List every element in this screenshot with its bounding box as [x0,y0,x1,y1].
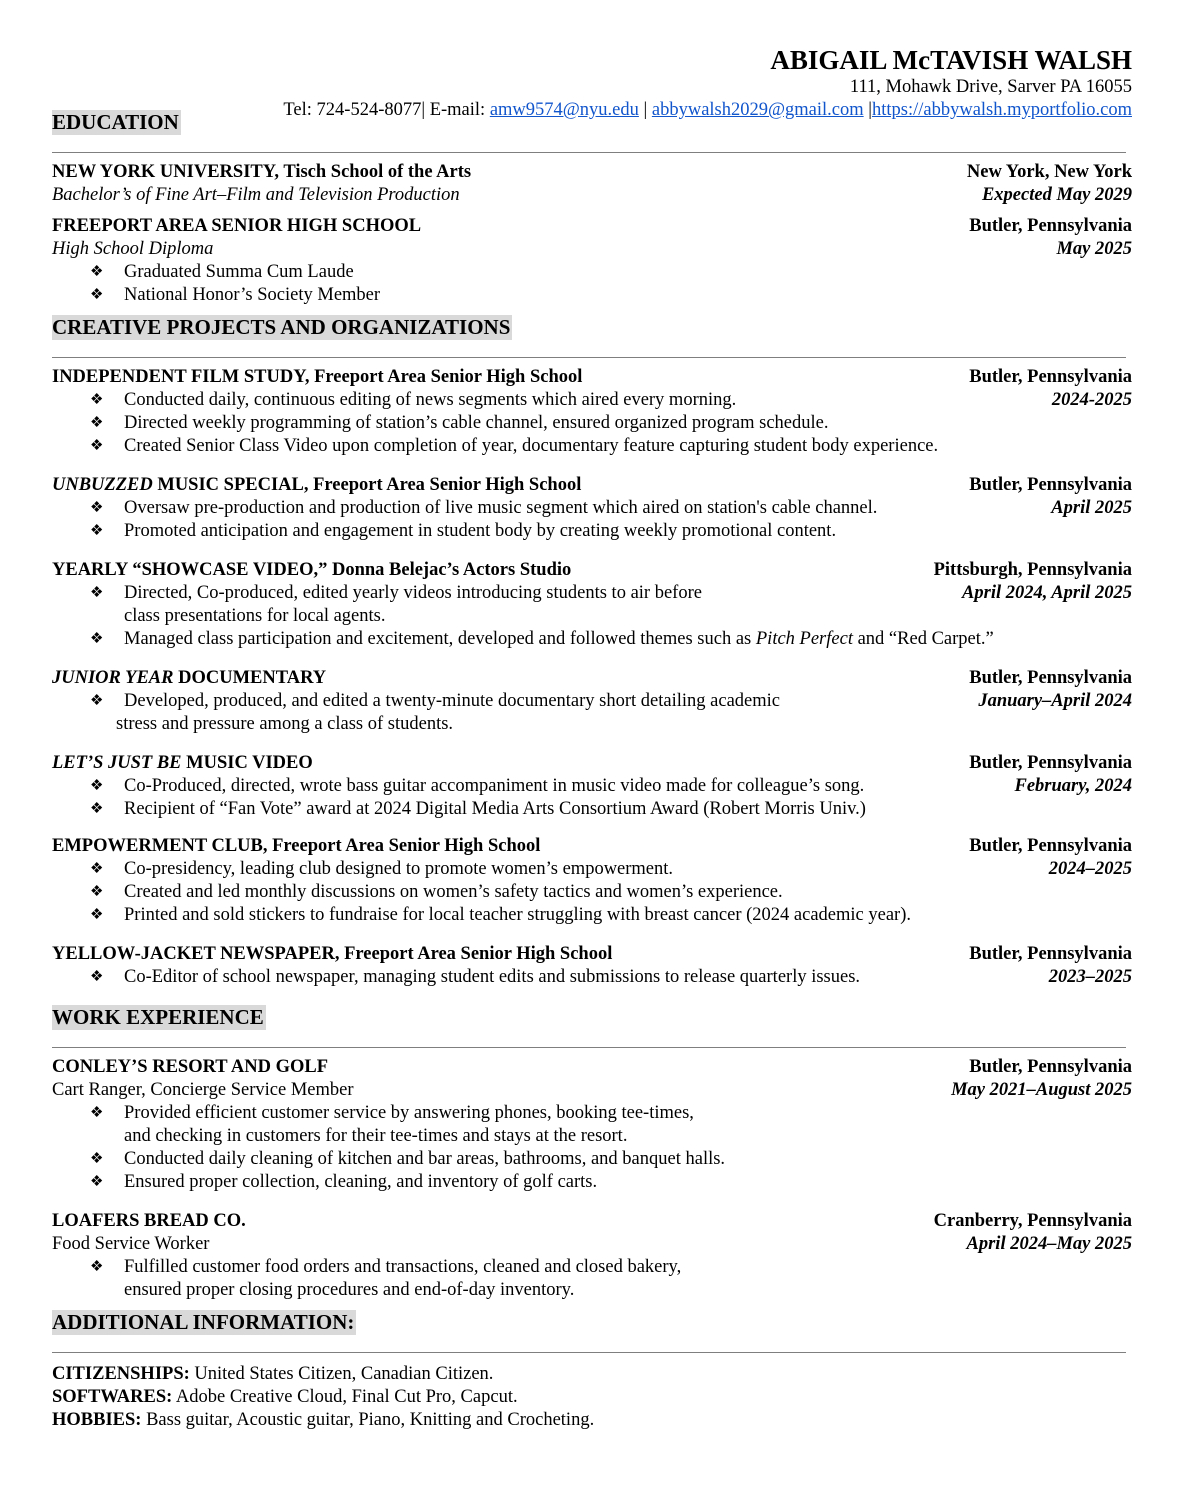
list-item [52,284,1132,307]
list-item [52,904,1132,927]
entry-title: INDEPENDENT FILM STUDY, Freeport Area Senior High School [52,367,583,387]
diamond-bullet-icon: ❖ [90,693,104,709]
bullet-fragment: and “Red Carpet.” [852,629,994,649]
date: January–April 2024 [978,691,1132,711]
diamond-bullet-icon: ❖ [90,415,104,431]
info-label: CITIZENSHIPS: [52,1364,190,1384]
section-divider [52,1352,1126,1353]
creative-entry-unbuzzed [52,474,1132,543]
entry-title: YELLOW-JACKET NEWSPAPER, Freeport Area Senior High School [52,944,613,964]
portfolio-link[interactable]: https://abbywalsh.myportfolio.com [871,100,1132,120]
location: Butler, Pennsylvania [969,1057,1132,1077]
date: April 2025 [1051,498,1132,518]
email-nyu-link[interactable]: amw9574@nyu.edu [489,100,639,120]
bullet-text [124,628,1132,651]
creative-entry-yellowjacket [52,943,1132,989]
diamond-bullet-icon: ❖ [90,778,104,794]
hobbies-line [52,1409,1132,1432]
school-name: NEW YORK UNIVERSITY, Tisch School of the Arts [52,162,472,182]
creative-section [52,315,1132,989]
info-label: HOBBIES: [52,1410,142,1430]
diamond-bullet-icon: ❖ [90,585,104,601]
creative-entry-film [52,366,1132,458]
entry-title [52,667,326,690]
diamond-bullet-icon: ❖ [90,523,104,539]
location: Butler, Pennsylvania [969,753,1132,773]
entry-title-italic: UNBUZZED [52,475,153,495]
entry-title-italic: JUNIOR YEAR [52,668,174,688]
list-item [52,520,1132,543]
bullet-text: Recipient of “Fan Vote” award at 2024 Digital Media Arts Consortium Award (Robert Morris Univ.) [124,799,866,819]
work-entry-loafers [52,1210,1132,1302]
bullet-fragment: Managed class participation and excitement, developed and followed themes such as [124,629,756,649]
creative-entry-letsjust [52,752,1132,821]
bullet-text [124,1256,1132,1302]
entry-title: EMPOWERMENT CLUB, Freeport Area Senior High School [52,836,541,856]
education-entry-nyu [52,161,1132,207]
bullet-text: Graduated Summa Cum Laude [124,262,354,282]
diamond-bullet-icon: ❖ [90,884,104,900]
entry-title-rest: DOCUMENTARY [173,668,327,688]
diamond-bullet-icon: ❖ [90,264,104,280]
list-item [52,1256,1132,1302]
resume-page [52,0,1132,1432]
bullet-text: Directed weekly programming of station’s cable channel, ensured organized program schedule. [124,413,829,433]
job-role: Food Service Worker [52,1234,210,1254]
location: Butler, Pennsylvania [969,475,1132,495]
address: 111, Mohawk Drive, Sarver PA 16055 [849,77,1132,97]
list-item [52,881,1132,904]
email-gmail-link[interactable]: abbywalsh2029@gmail.com [651,100,864,120]
entry-title-rest: MUSIC SPECIAL, Freeport Area Senior High School [152,475,582,495]
list-item [52,858,1132,881]
section-divider [52,1047,1126,1048]
bullet-line: ensured proper closing procedures and end-of-day inventory. [124,1280,575,1300]
date: 2024-2025 [1051,390,1132,410]
info-label: SOFTWARES: [52,1387,173,1407]
work-section [52,1005,1132,1302]
bullet-text: Ensured proper collection, cleaning, and inventory of golf carts. [124,1172,598,1192]
diamond-bullet-icon: ❖ [90,801,104,817]
location: Butler, Pennsylvania [969,944,1132,964]
education-section [52,110,1132,307]
list-item [52,497,1132,520]
creative-entry-junior [52,667,1132,736]
location: Pittsburgh, Pennsylvania [933,560,1132,580]
date: May 2025 [1056,239,1132,259]
bullet-line: class presentations for local agents. [124,606,386,626]
location: Butler, Pennsylvania [969,836,1132,856]
location: Butler, Pennsylvania [969,668,1132,688]
entry-title [52,474,581,497]
bullet-text: Printed and sold stickers to fundraise for local teacher struggling with breast cancer (2024 academic year). [124,905,911,925]
entry-title: YEARLY “SHOWCASE VIDEO,” Donna Belejac’s Actors Studio [52,560,572,580]
date: February, 2024 [1014,776,1132,796]
section-title-creative: CREATIVE PROJECTS AND ORGANIZATIONS [52,315,511,339]
list-item [52,966,1132,989]
bullet-line: and checking in customers for their tee-times and stays at the resort. [124,1126,628,1146]
info-value: United States Citizen, Canadian Citizen. [189,1364,494,1384]
date: April 2024–May 2025 [966,1234,1132,1254]
bullet-text [124,1102,1132,1148]
section-title-work: WORK EXPERIENCE [52,1005,264,1029]
location: Butler, Pennsylvania [969,216,1132,236]
work-entry-conley [52,1056,1132,1194]
entry-title-italic: LET’S JUST BE [52,753,182,773]
bullet-text: Co-presidency, leading club designed to promote women’s empowerment. [124,859,674,879]
info-value: Bass guitar, Acoustic guitar, Piano, Knitting and Crocheting. [141,1410,595,1430]
bullet-line: stress and pressure among a class of students. [116,714,454,734]
list-item [52,798,1132,821]
list-item [52,1171,1132,1194]
citizenships-line [52,1363,1132,1386]
bullet-line: Provided efficient customer service by answering phones, booking tee-times, [124,1103,694,1123]
location: Cranberry, Pennsylvania [933,1211,1132,1231]
date: April 2024, April 2025 [962,583,1132,603]
list-item [52,690,1132,736]
employer-name: LOAFERS BREAD CO. [52,1211,246,1231]
softwares-line [52,1386,1132,1409]
date: 2024–2025 [1048,859,1132,879]
separator: | [863,100,872,120]
diamond-bullet-icon: ❖ [90,287,104,303]
location: New York, New York [966,162,1132,182]
date: May 2021–August 2025 [951,1080,1132,1100]
separator: | [638,100,652,120]
diamond-bullet-icon: ❖ [90,907,104,923]
section-divider [52,152,1126,153]
list-item [52,775,1132,798]
info-value: Adobe Creative Cloud, Final Cut Pro, Capcut. [172,1387,518,1407]
diamond-bullet-icon: ❖ [90,1174,104,1190]
creative-entry-showcase [52,559,1132,651]
bullet-line: Directed, Co-produced, edited yearly videos introducing students to air before [124,583,702,603]
diamond-bullet-icon: ❖ [90,500,104,516]
diamond-bullet-icon: ❖ [90,861,104,877]
diamond-bullet-icon: ❖ [90,1105,104,1121]
list-item [52,389,1132,412]
date: 2023–2025 [1048,967,1132,987]
diamond-bullet-icon: ❖ [90,631,104,647]
list-item [52,412,1132,435]
bullet-text: Conducted daily cleaning of kitchen and bar areas, bathrooms, and banquet halls. [124,1149,726,1169]
bullet-text: Conducted daily, continuous editing of news segments which aired every morning. [124,390,737,410]
employer-name: CONLEY’S RESORT AND GOLF [52,1057,329,1077]
creative-entry-empowerment [52,835,1132,927]
diamond-bullet-icon: ❖ [90,392,104,408]
school-name: FREEPORT AREA SENIOR HIGH SCHOOL [52,216,422,236]
bullet-text: Co-Editor of school newspaper, managing student edits and submissions to release quarterly issues. [124,967,861,987]
list-item [52,261,1132,284]
diamond-bullet-icon: ❖ [90,1151,104,1167]
bullet-text: Co-Produced, directed, wrote bass guitar accompaniment in music video made for colleague’s song. [124,776,865,796]
bullet-text [124,582,962,628]
bullet-text [116,690,978,736]
date: Expected May 2029 [981,185,1132,205]
bullet-line: Developed, produced, and edited a twenty-minute documentary short detailing academic [124,691,781,711]
bullet-text: Promoted anticipation and engagement in student body by creating weekly promotional content. [124,521,837,541]
bullet-text: Oversaw pre-production and production of live music segment which aired on station's cable channel. [124,498,878,518]
list-item [52,628,1132,651]
additional-section [52,1310,1132,1432]
section-title-education: EDUCATION [52,110,179,134]
list-item [52,1148,1132,1171]
bullet-line: Fulfilled customer food orders and transactions, cleaned and closed bakery, [124,1257,682,1277]
degree: Bachelor’s of Fine Art–Film and Television Production [52,185,460,205]
bullet-text: Created Senior Class Video upon completion of year, documentary feature capturing student body experience. [124,436,939,456]
bullet-text: National Honor’s Society Member [124,285,381,305]
location: Butler, Pennsylvania [969,367,1132,387]
bullet-text: Created and led monthly discussions on women’s safety tactics and women’s experience. [124,882,783,902]
phone-text: Tel: 724-524-8077| E-mail: [283,100,490,120]
entry-title [52,752,313,775]
list-item [52,582,1132,628]
education-entry-fahs [52,215,1132,307]
diamond-bullet-icon: ❖ [90,969,104,985]
list-item [52,435,1132,458]
entry-title-rest: MUSIC VIDEO [181,753,313,773]
section-divider [52,357,1126,358]
diamond-bullet-icon: ❖ [90,438,104,454]
list-item [52,1102,1132,1148]
diamond-bullet-icon: ❖ [90,1259,104,1275]
candidate-name: ABIGAIL McTAVISH WALSH [770,45,1132,75]
degree: High School Diploma [52,239,214,259]
job-role: Cart Ranger, Concierge Service Member [52,1080,354,1100]
section-title-additional: ADDITIONAL INFORMATION: [52,1310,355,1334]
bullet-fragment-italic: Pitch Perfect [755,629,853,649]
